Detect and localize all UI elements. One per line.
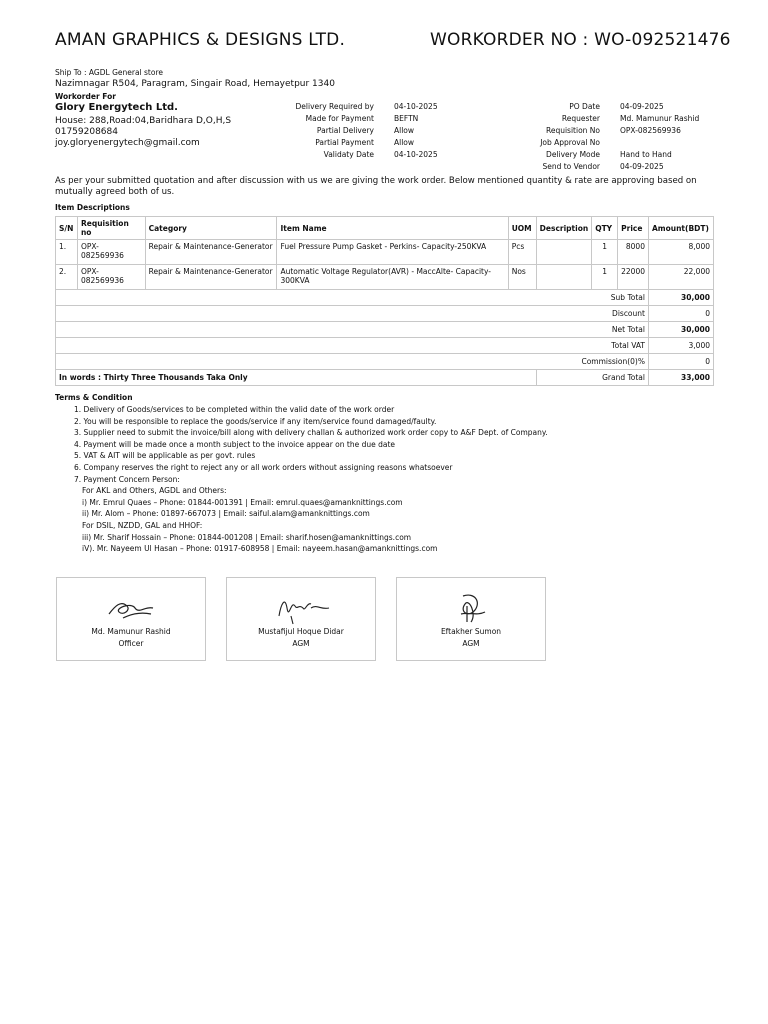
- signatory-name: Md. Mamunur Rashid: [91, 627, 171, 636]
- signature-mark: [441, 586, 501, 626]
- signature-box: [226, 577, 376, 661]
- field-label: Delivery Mode: [546, 149, 600, 159]
- field-value: OPX-082569936: [620, 125, 681, 135]
- cell-price: 8000: [618, 240, 649, 265]
- cell-requisition: OPX-082569936: [77, 265, 145, 290]
- field-label: Partial Delivery: [316, 125, 374, 135]
- delivery-info-row: [246, 101, 494, 113]
- term-line: iV). Mr. Nayeem Ul Hasan – Phone: 01917-608958 | Email: nayeem.hasan@amanknittings.com: [82, 544, 438, 554]
- cell-requisition: OPX-082569936: [77, 240, 145, 265]
- term-line: 6. Company reserves the right to reject any or all work orders without assigning reasons whatsoever: [74, 462, 453, 472]
- field-value: [600, 137, 730, 149]
- grand-total-label: Grand Total: [536, 370, 648, 386]
- field-value: 04-10-2025: [394, 102, 438, 111]
- commission-row: [56, 354, 714, 370]
- net-total-label: Net Total: [56, 322, 649, 338]
- ship-to: Ship To : AGDL General store: [55, 68, 163, 77]
- table-row: [56, 240, 714, 265]
- vat-value: 3,000: [648, 338, 713, 354]
- term-line: ii) Mr. Alom – Phone: 01897-667073 | Email: saiful.alam@amanknittings.com: [82, 509, 370, 519]
- delivery-info-row: [246, 125, 494, 137]
- discount-value: 0: [648, 306, 713, 322]
- term-line: 3. Supplier need to submit the invoice/bill along with delivery challan & authorized work order copy to A&F Dept. of Company.: [74, 428, 548, 438]
- grand-total-row: [56, 370, 714, 386]
- cell-uom: Pcs: [508, 240, 536, 265]
- signatory-name: Mustafijul Hoque Didar: [258, 627, 344, 636]
- field-value: BEFTN: [394, 113, 419, 123]
- cell-item-name: Fuel Pressure Pump Gasket - Perkins- Capacity-250KVA: [277, 240, 508, 265]
- field-label: Job Approval No: [540, 137, 600, 147]
- field-value: 04-09-2025: [620, 161, 664, 171]
- column-header: Amount(BDT): [648, 217, 713, 240]
- workorder-number: WORKORDER NO : WO-092521476: [430, 30, 731, 50]
- discount-label: Discount: [56, 306, 649, 322]
- field-value: Allow: [394, 125, 415, 135]
- field-value: Hand to Hand: [620, 149, 672, 159]
- vendor-name: Glory Energytech Ltd.: [55, 102, 178, 113]
- column-header: Requisition no: [77, 217, 145, 240]
- commission-label: Commission(0)%: [56, 354, 649, 370]
- column-header: S/N: [56, 217, 78, 240]
- ship-address: Nazimnagar R504, Paragram, Singair Road, Hemayetpur 1340: [55, 79, 335, 89]
- field-value: 04-09-2025: [620, 102, 664, 111]
- cell-uom: Nos: [508, 265, 536, 290]
- cell-amount: 8,000: [648, 240, 713, 265]
- field-label: Requisition No: [545, 125, 600, 135]
- net-total-row: [56, 322, 714, 338]
- cell-qty: 1: [592, 265, 618, 290]
- cell-description: [536, 265, 592, 290]
- cell-price: 22000: [618, 265, 649, 290]
- cell-qty: 1: [592, 240, 618, 265]
- signature-mark: [271, 586, 331, 626]
- sub-total-value: 30,000: [648, 290, 713, 306]
- vat-row: [56, 338, 714, 354]
- grand-total-value: 33,000: [648, 370, 713, 386]
- delivery-info-row: [246, 137, 494, 149]
- delivery-info-row: [246, 149, 494, 161]
- vendor-address: House: 288,Road:04,Baridhara D,O,H,S: [55, 116, 232, 126]
- cell-amount: 22,000: [648, 265, 713, 290]
- sub-total-label: Sub Total: [56, 290, 649, 306]
- po-info-row: [470, 161, 730, 173]
- field-label: Delivery Required by: [295, 102, 374, 111]
- delivery-info: [246, 101, 494, 161]
- table-header-row: [56, 217, 714, 240]
- field-value: 04-10-2025: [394, 149, 438, 159]
- discount-row: [56, 306, 714, 322]
- column-header: UOM: [508, 217, 536, 240]
- cell-sn: 1.: [56, 240, 78, 265]
- terms-list: [74, 404, 548, 555]
- amount-in-words: In words : Thirty Three Thousands Taka Only: [56, 370, 537, 386]
- cell-item-name: Automatic Voltage Regulator(AVR) - MaccAlte- Capacity-300KVA: [277, 265, 508, 290]
- sub-total-row: [56, 290, 714, 306]
- commission-value: 0: [648, 354, 713, 370]
- term-line: 7. Payment Concern Person:: [74, 474, 180, 484]
- po-info-row: [470, 101, 730, 113]
- term-line: iii) Mr. Sharif Hossain – Phone: 01844-001208 | Email: sharif.hosen@amanknittings.com: [82, 532, 412, 542]
- term-line: 2. You will be responsible to replace the goods/service if any item/service found damaged/faulty.: [74, 416, 437, 426]
- workorder-for-label: Workorder For: [55, 92, 116, 101]
- cell-description: [536, 240, 592, 265]
- term-line: 5. VAT & AIT will be applicable as per govt. rules: [74, 451, 256, 461]
- cell-sn: 2.: [56, 265, 78, 290]
- signature-box: [396, 577, 546, 661]
- po-info-row: [470, 113, 730, 125]
- po-info-row: [470, 125, 730, 137]
- term-line: 1. Delivery of Goods/services to be completed within the valid date of the work order: [74, 405, 395, 414]
- vendor-phone: 01759208684: [55, 127, 118, 137]
- po-info-row: [470, 137, 730, 149]
- po-info: [470, 101, 730, 172]
- net-total-value: 30,000: [648, 322, 713, 338]
- company-name: AMAN GRAPHICS & DESIGNS LTD.: [55, 30, 346, 50]
- column-header: Item Name: [277, 217, 508, 240]
- column-header: Description: [536, 217, 592, 240]
- field-label: Send to Vendor: [542, 161, 600, 171]
- signature-mark: [101, 586, 161, 626]
- intro-paragraph: As per your submitted quotation and after discussion with us we are giving the work order. Below mentioned quantity & rate are approving based on mutually agreed both of us.: [55, 176, 697, 197]
- signature-box: [56, 577, 206, 661]
- signatory-role: AGM: [292, 639, 310, 648]
- column-header: QTY: [592, 217, 618, 240]
- field-label: PO Date: [569, 102, 600, 111]
- field-label: Requester: [561, 113, 600, 123]
- table-row: [56, 265, 714, 290]
- term-line: For AKL and Others, AGDL and Others:: [82, 486, 227, 496]
- cell-category: Repair & Maintenance-Generator: [145, 265, 277, 290]
- field-label: Made for Payment: [305, 113, 374, 123]
- signatory-role: Officer: [118, 639, 144, 648]
- vat-label: Total VAT: [56, 338, 649, 354]
- field-label: Partial Payment: [315, 137, 374, 147]
- vendor-email: joy.gloryenergytech@gmail.com: [55, 138, 200, 148]
- delivery-info-row: [246, 113, 494, 125]
- field-value: Md. Mamunur Rashid: [620, 113, 700, 123]
- signatory-role: AGM: [462, 639, 480, 648]
- field-label: Validaty Date: [323, 149, 374, 159]
- term-line: i) Mr. Emrul Quaes – Phone: 01844-001391 | Email: emrul.quaes@amanknittings.com: [82, 497, 403, 507]
- items-table: [55, 216, 714, 386]
- column-header: Price: [618, 217, 649, 240]
- column-header: Category: [145, 217, 277, 240]
- term-line: For DSIL, NZDD, GAL and HHOF:: [82, 520, 203, 530]
- term-line: 4. Payment will be made once a month subject to the invoice appear on the due date: [74, 439, 395, 449]
- items-section-title: Item Descriptions: [55, 203, 130, 212]
- field-value: Allow: [394, 137, 415, 147]
- po-info-row: [470, 149, 730, 161]
- terms-title: Terms & Condition: [55, 393, 133, 402]
- signatory-name: Eftakher Sumon: [440, 627, 502, 636]
- cell-category: Repair & Maintenance-Generator: [145, 240, 277, 265]
